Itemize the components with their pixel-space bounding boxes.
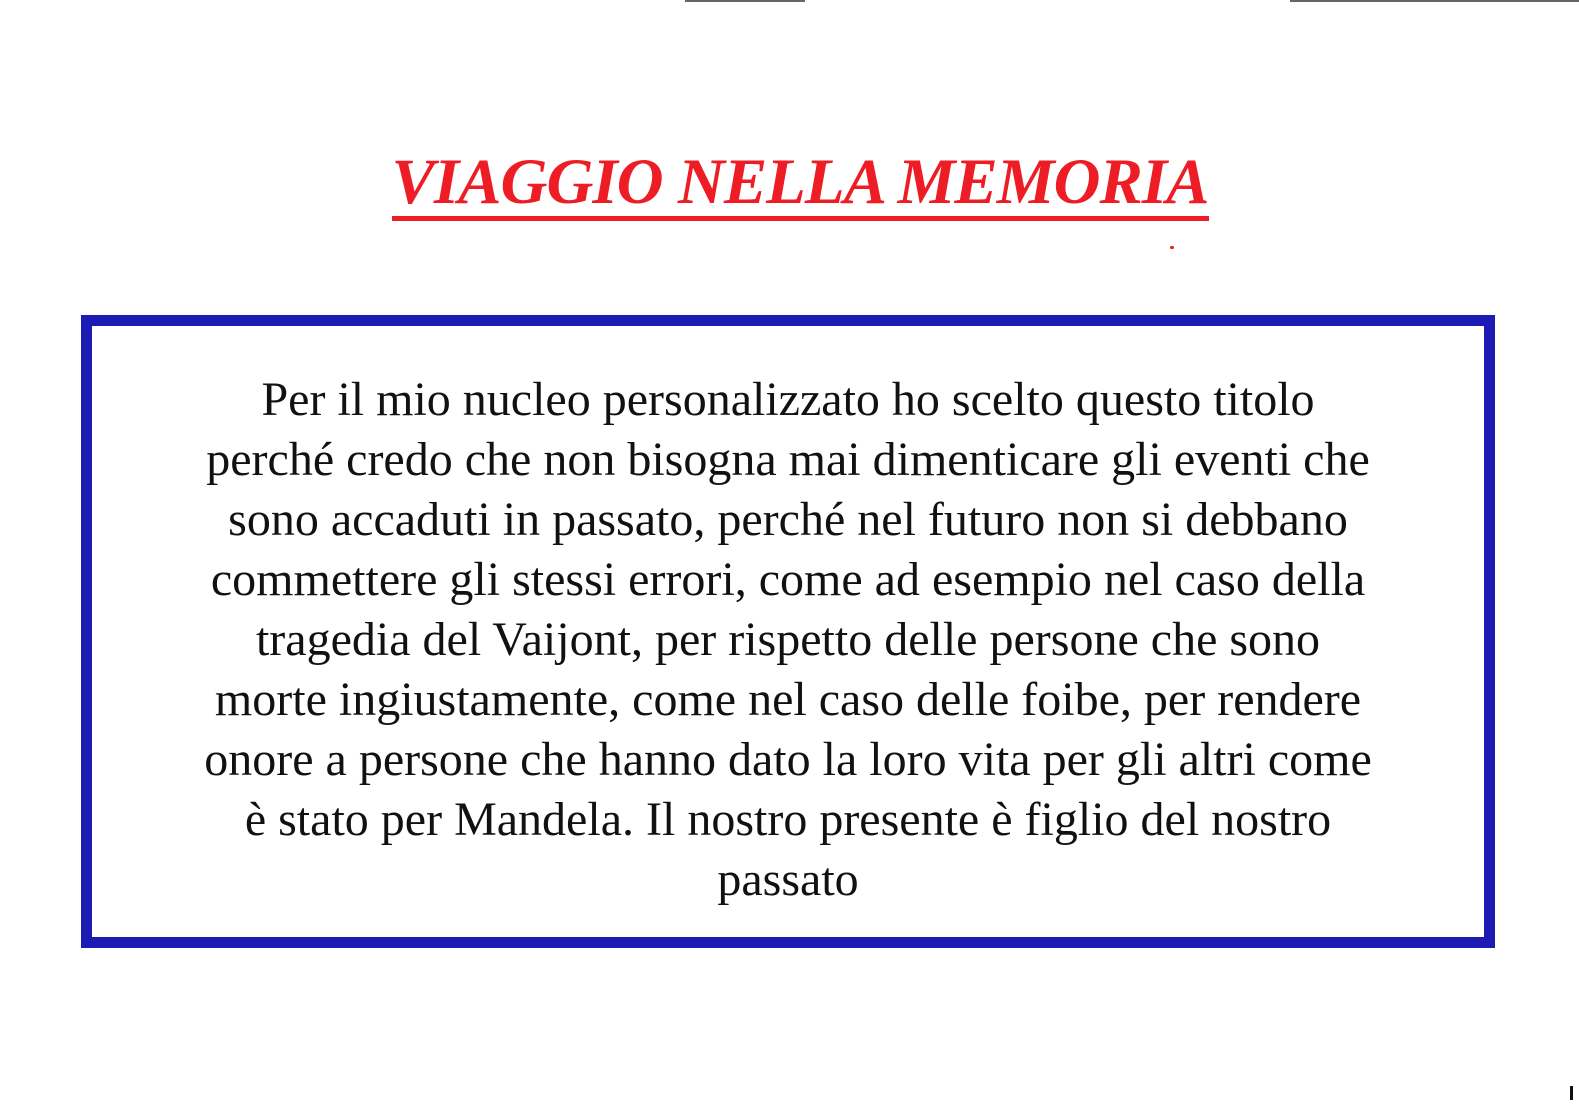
document-title <box>0 146 1579 221</box>
body-line: è stato per Mandela. Il nostro presente è figlio del nostro <box>244 793 1332 846</box>
body-paragraph <box>92 370 1484 910</box>
scan-edge-mark <box>1570 1086 1573 1100</box>
body-line: tragedia del Vaijont, per rispetto delle persone che sono <box>255 613 1321 666</box>
body-line: passato <box>717 853 859 906</box>
body-line: Per il mio nucleo personalizzato ho scelto questo titolo <box>261 373 1315 426</box>
body-line: onore a persone che hanno dato la loro vita per gli altri come <box>204 733 1372 786</box>
body-line: sono accaduti in passato, perché nel futuro non si debbano <box>228 493 1348 546</box>
scan-edge-mark <box>1290 0 1579 2</box>
document-title-text: VIAGGIO NELLA MEMORIA <box>392 148 1209 221</box>
body-line: morte ingiustamente, come nel caso delle foibe, per rendere <box>214 673 1362 726</box>
text-frame <box>81 315 1495 948</box>
body-line: commettere gli stessi errori, come ad esempio nel caso della <box>210 553 1366 606</box>
scan-edge-mark <box>685 0 805 2</box>
body-line: perché credo che non bisogna mai dimenticare gli eventi che <box>206 433 1370 486</box>
scan-speck <box>1170 246 1174 249</box>
